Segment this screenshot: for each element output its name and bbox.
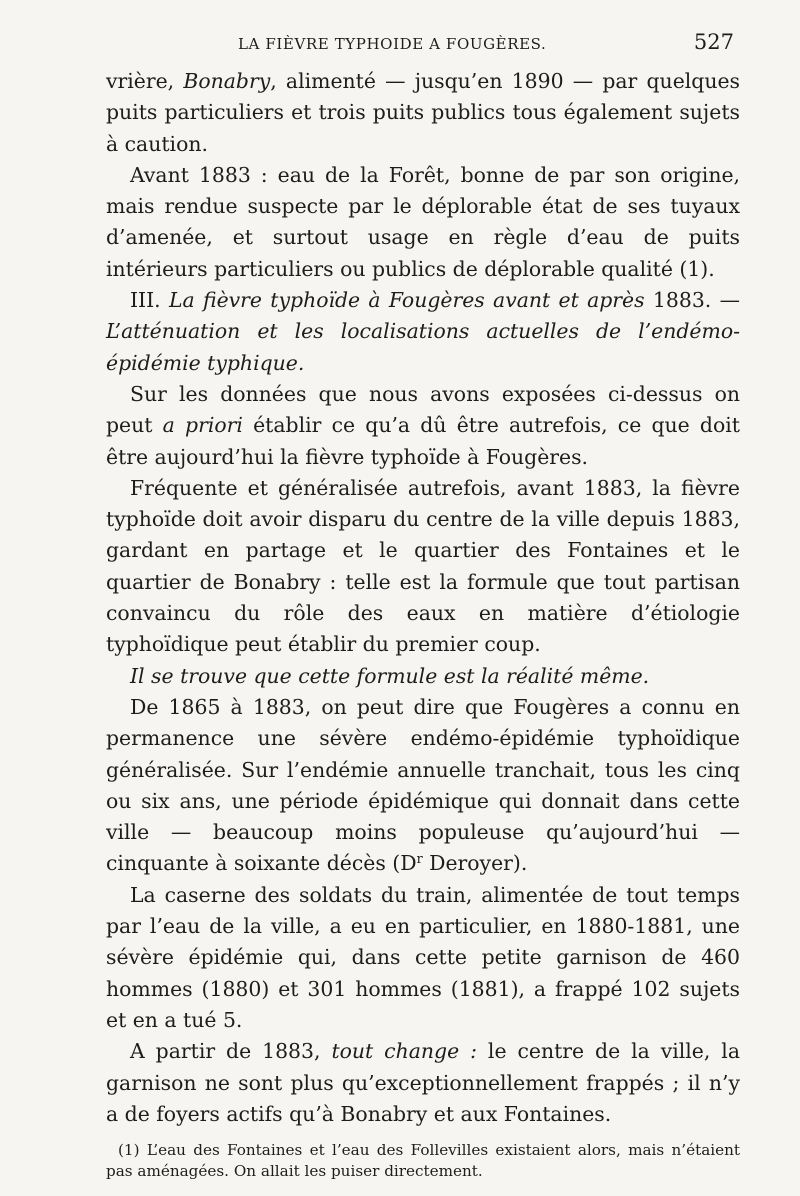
text-run: vrière,: [106, 69, 184, 93]
running-title: LA FIÈVRE TYPHOIDE A FOUGÈRES.: [238, 35, 547, 53]
text-run: le centre de la ville, la garnison ne sont plus qu’exceptionnellement frappés ; il n’y a de foyers actifs qu’à Bonabry et aux Fontaines.: [106, 1039, 740, 1126]
footnote-text: (1) L’eau des Fontaines et l’eau des Follevilles existaient alors, mais n’étaient pas aménagées. On allait les puiser directement.: [106, 1141, 740, 1180]
footnote: [106, 1140, 740, 1182]
text-run: établir ce qu’a dû être autrefois, ce que doit être aujourd’hui la fièvre typhoïde à Fougères.: [106, 413, 740, 469]
text-run: A partir de 1883,: [130, 1039, 332, 1064]
section-title-italic: La fièvre typhoïde à Fougères avant et après: [168, 288, 645, 313]
paragraph-reality: Il se trouve que cette formule est la réalité même.: [130, 663, 650, 688]
text-run: 1883. —: [644, 288, 740, 313]
paragraph-before-1883: Avant 1883 : eau de la Forêt, bonne de par son origine, mais rendue suspecte par le déplorable état de ses tuyaux d’amenée, et surtout usage en règle d’eau de puits intérieurs particuliers ou publics de déplorable qualité (1).: [106, 162, 740, 281]
body-text: [106, 66, 740, 1130]
paragraph-caserne: La caserne des soldats du train, alimentée de tout temps par l’eau de la ville, a eu en particulier, en 1880-1881, une sévère épidémie qui, dans cette petite garnison de 460 hommes (1880) et 301 hommes (1881), a frappé 102 sujets et en a tué 5.: [106, 882, 740, 1032]
text-run: , alimenté — jusqu’en 1890 — par quelques puits particuliers et trois puits publics tous également sujets à caution.: [106, 69, 740, 156]
section-heading-III: [106, 285, 740, 379]
text-run: De 1865 à 1883, on peut dire que Fougères a connu en permanence une sévère endémo-épidémie typhoïdique généralisée. Sur l’endémie annuelle tranchait, tous les cinq ou six ans, une période épidémique qui donnait dans cette ville — beaucoup moins populeuse qu’aujourd’hui — cinquante à soixante décès (D: [106, 694, 740, 876]
paragraph-formula: Fréquente et généralisée autrefois, avant 1883, la fièvre typhoïde doit avoir disparu du centre de la ville depuis 1883, gardant en partage et le quartier des Fontaines et le quartier de Bonabry : telle est la formule que tout partisan convaincu du rôle des eaux en matière d’étiologie typhoïdique peut établir du premier coup.: [106, 475, 740, 657]
section-subtitle-italic: L’atténuation et les localisations actuelles de l’endémo-épidémie typhique.: [106, 319, 740, 375]
text-run: Deroyer).: [422, 851, 528, 876]
paragraph-1865-1883: [106, 692, 740, 880]
emphasis-italic: tout change :: [331, 1039, 477, 1064]
latin-phrase-italic: a priori: [162, 413, 243, 438]
paragraph-a-priori: [106, 379, 740, 473]
page-header: [108, 28, 740, 60]
superscript: r: [416, 851, 423, 867]
text-run: Sur les données que nous avons exposées ci-dessus on peut: [106, 381, 740, 438]
paragraph-continuation: [106, 66, 740, 160]
paragraph-from-1883: [106, 1036, 740, 1130]
place-name-italic: Bonabry: [183, 69, 271, 93]
section-number: III.: [130, 288, 169, 313]
page-number: 527: [693, 30, 734, 54]
